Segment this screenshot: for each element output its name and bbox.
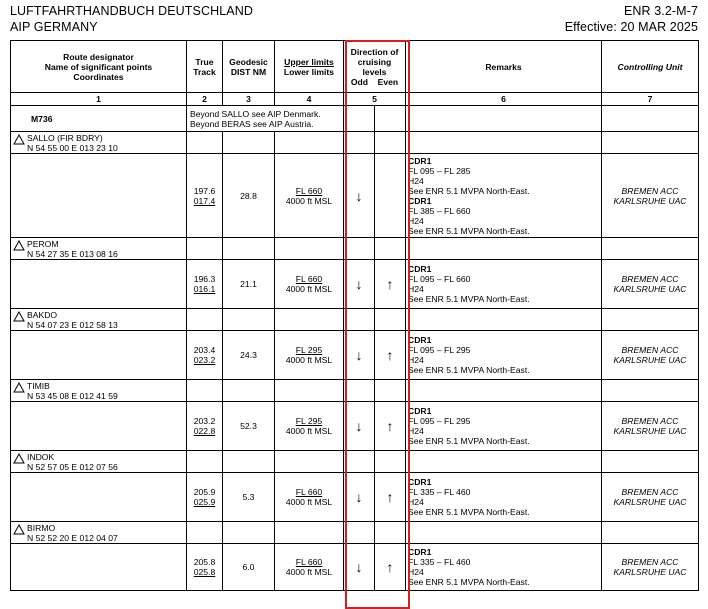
even-direction-arrow: ↑	[375, 544, 406, 591]
remark-line: FL 095 – FL 295	[408, 345, 471, 355]
vertical-limits: FL 660 4000 ft MSL	[275, 473, 344, 522]
remark-line: FL 335 – FL 460	[408, 487, 471, 497]
remark-line: H24	[408, 215, 424, 226]
odd-direction-arrow: ↓	[344, 331, 375, 380]
waypoint-name: BIRMO	[27, 523, 56, 533]
controlling-unit: BREMEN ACC KARLSRUHE UAC	[602, 544, 699, 591]
controlling-unit: BREMEN ACC KARLSRUHE UAC	[602, 402, 699, 451]
waypoint-triangle-icon	[13, 524, 25, 535]
waypoint-name: TIMIB	[27, 381, 50, 391]
geodesic-distance: 6.0	[223, 544, 275, 591]
publication-title: LUFTFAHRTHANDBUCH DEUTSCHLAND	[10, 4, 253, 18]
remarks	[406, 473, 602, 522]
controlling-unit: BREMEN ACC KARLSRUHE UAC	[602, 331, 699, 380]
waypoint-triangle-icon	[13, 134, 25, 145]
even-direction-arrow	[375, 154, 406, 238]
vertical-limits: FL 660 4000 ft MSL	[275, 154, 344, 238]
remarks	[406, 154, 602, 238]
waypoint-cell	[11, 238, 187, 260]
column-header-row	[11, 41, 699, 93]
remark-line: H24	[408, 284, 424, 294]
effective-date: Effective: 20 MAR 2025	[564, 20, 698, 34]
remark-line: H24	[408, 567, 424, 577]
remarks	[406, 544, 602, 591]
odd-direction-arrow: ↓	[344, 154, 375, 238]
remark-line: H24	[408, 426, 424, 436]
segment-row	[11, 473, 699, 522]
col-direction-header: Direction of cruising levels Odd Even	[344, 41, 406, 93]
remark-line: CDR1	[408, 335, 432, 345]
true-track: 196.3 016.1	[187, 260, 223, 309]
remark-line: CDR1	[408, 155, 432, 166]
true-track: 205.9 025.9	[187, 473, 223, 522]
waypoint-coordinates: N 54 07 23 E 012 58 13	[27, 320, 118, 330]
remark-line: See ENR 5.1 MVPA North-East.	[408, 507, 530, 517]
page-reference: ENR 3.2-M-7	[623, 4, 698, 18]
remark-line: H24	[408, 355, 424, 365]
waypoint-row	[11, 238, 699, 260]
remarks	[406, 260, 602, 309]
waypoint-triangle-icon	[13, 382, 25, 393]
waypoint-coordinates: N 54 55 00 E 013 23 10	[27, 143, 118, 153]
segment-row	[11, 331, 699, 380]
waypoint-triangle-icon	[13, 240, 25, 251]
odd-direction-arrow: ↓	[344, 402, 375, 451]
odd-direction-arrow: ↓	[344, 260, 375, 309]
remark-line: FL 095 – FL 660	[408, 274, 471, 284]
vertical-limits: FL 295 4000 ft MSL	[275, 402, 344, 451]
col-unit-header: Controlling Unit	[602, 41, 699, 93]
route-designator-row	[11, 106, 699, 132]
remark-line: FL 385 – FL 660	[408, 205, 471, 216]
col-dist-header: Geodesic DIST NM	[223, 41, 275, 93]
waypoint-name: PEROM	[27, 239, 59, 249]
segment-row	[11, 260, 699, 309]
route-note: Beyond SALLO see AIP Denmark. Beyond BERAS see AIP Austria.	[187, 106, 344, 132]
remark-line: CDR1	[408, 195, 432, 206]
route-table	[10, 40, 699, 591]
remark-line: H24	[408, 175, 424, 186]
remark-line: FL 095 – FL 295	[408, 416, 471, 426]
waypoint-row	[11, 132, 699, 154]
even-direction-arrow: ↑	[375, 402, 406, 451]
waypoint-cell	[11, 451, 187, 473]
col-limits-header: Upper limits Lower limits	[275, 41, 344, 93]
waypoint-row	[11, 522, 699, 544]
column-number-row: 1 2 3 4 5 6 7	[11, 93, 699, 106]
true-track: 203.4 023.2	[187, 331, 223, 380]
remarks	[406, 331, 602, 380]
remark-line: H24	[408, 497, 424, 507]
controlling-unit: BREMEN ACC KARLSRUHE UAC	[602, 260, 699, 309]
col-route-header: Route designator Name of significant points Coordinates	[11, 41, 187, 93]
remark-line: CDR1	[408, 477, 432, 487]
remark-line: CDR1	[408, 406, 432, 416]
even-direction-arrow: ↑	[375, 260, 406, 309]
vertical-limits: FL 660 4000 ft MSL	[275, 260, 344, 309]
remark-line: See ENR 5.1 MVPA North-East.	[408, 577, 530, 587]
waypoint-coordinates: N 52 52 20 E 012 04 07	[27, 533, 118, 543]
segment-row	[11, 544, 699, 591]
waypoint-name: BAKDO	[27, 310, 58, 320]
geodesic-distance: 28.8	[223, 154, 275, 238]
remark-line: See ENR 5.1 MVPA North-East.	[408, 436, 530, 446]
true-track: 197.6 017.4	[187, 154, 223, 238]
waypoint-name: INDOK	[27, 452, 55, 462]
remark-line: See ENR 5.1 MVPA North-East.	[408, 185, 530, 196]
segment-row	[11, 402, 699, 451]
remark-line: FL 095 – FL 285	[408, 165, 471, 176]
waypoint-row	[11, 451, 699, 473]
remark-line: FL 335 – FL 460	[408, 557, 471, 567]
geodesic-distance: 21.1	[223, 260, 275, 309]
route-designator: M736	[11, 106, 187, 132]
remark-line: See ENR 5.1 MVPA North-East.	[408, 294, 530, 304]
vertical-limits: FL 295 4000 ft MSL	[275, 331, 344, 380]
true-track: 203.2 022.8	[187, 402, 223, 451]
waypoint-cell	[11, 132, 187, 154]
geodesic-distance: 52.3	[223, 402, 275, 451]
waypoint-cell	[11, 522, 187, 544]
controlling-unit: BREMEN ACC KARLSRUHE UAC	[602, 154, 699, 238]
col-remarks-header: Remarks	[406, 41, 602, 93]
waypoint-name: SALLO (FIR BDRY)	[27, 133, 103, 143]
odd-direction-arrow: ↓	[344, 473, 375, 522]
geodesic-distance: 24.3	[223, 331, 275, 380]
waypoint-triangle-icon	[13, 453, 25, 464]
odd-direction-arrow: ↓	[344, 544, 375, 591]
remark-line: CDR1	[408, 547, 432, 557]
remark-line: CDR1	[408, 264, 432, 274]
controlling-unit: BREMEN ACC KARLSRUHE UAC	[602, 473, 699, 522]
waypoint-coordinates: N 53 45 08 E 012 41 59	[27, 391, 118, 401]
remark-line: See ENR 5.1 MVPA North-East.	[408, 365, 530, 375]
waypoint-coordinates: N 52 57 05 E 012 07 56	[27, 462, 118, 472]
waypoint-cell	[11, 380, 187, 402]
true-track: 205.8 025.8	[187, 544, 223, 591]
remark-line: See ENR 5.1 MVPA North-East.	[408, 225, 530, 236]
waypoint-coordinates: N 54 27 35 E 013 08 16	[27, 249, 118, 259]
remarks	[406, 402, 602, 451]
waypoint-triangle-icon	[13, 311, 25, 322]
geodesic-distance: 5.3	[223, 473, 275, 522]
even-direction-arrow: ↑	[375, 473, 406, 522]
waypoint-row	[11, 309, 699, 331]
segment-row	[11, 154, 699, 238]
waypoint-row	[11, 380, 699, 402]
col-track-header: True Track	[187, 41, 223, 93]
waypoint-cell	[11, 309, 187, 331]
vertical-limits: FL 660 4000 ft MSL	[275, 544, 344, 591]
publication-subtitle: AIP GERMANY	[10, 20, 98, 34]
even-direction-arrow: ↑	[375, 331, 406, 380]
